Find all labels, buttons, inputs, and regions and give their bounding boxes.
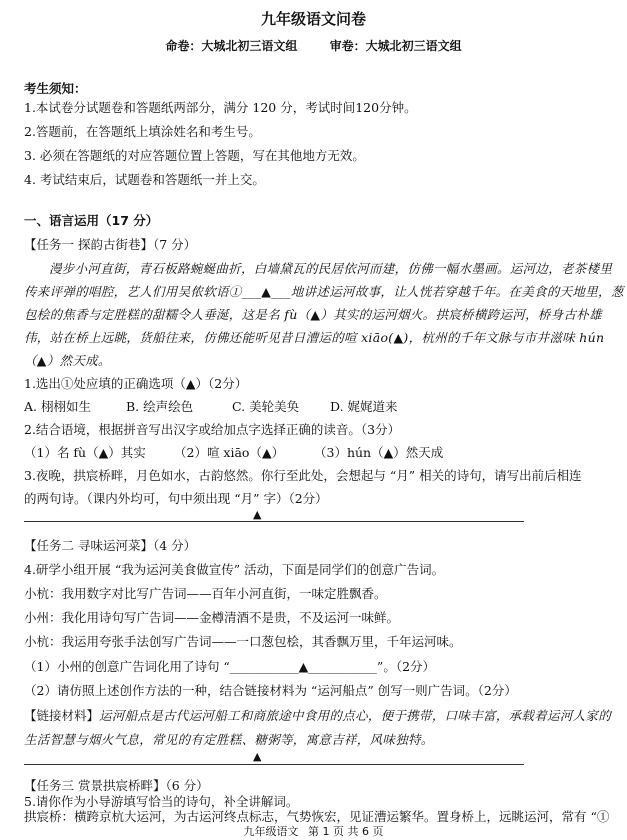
question-4-sub-1: （1）小州的创意广告词化用了诗句 “___________▲___________”。（2分）: [24, 659, 436, 674]
reviewer-text: 审卷：大城北初三语文组: [329, 39, 462, 53]
dialog-line-3: 小杭：我运用夸张手法创写广告词——一口葱包桧，其香飘万里，千年运河味。: [24, 634, 462, 649]
page-footer: [0, 825, 627, 839]
dialog-line-2: 小州：我化用诗句写广告词——金樽清酒不是贵，不及运河一味鲜。: [24, 610, 400, 625]
footer-subject: 九年级语文: [243, 825, 299, 838]
question-4: 4.研学小组开展 “我为运河美食做宣传” 活动，下面是同学们的创意广告词。: [24, 562, 445, 577]
notice-item-2: 2.答题前，在答题纸上填涂姓名和考生号。: [24, 124, 261, 139]
link-material-line-1: [24, 707, 614, 725]
q2-item-3: （3）hún（▲）然天成: [314, 445, 444, 460]
notice-item-4: 4. 考试结束后，试题卷和答题纸一并上交。: [24, 172, 265, 187]
task1-passage-line-2: 传来评弹的唱腔，艺人们用吴侬软语①___▲___地讲述运河故事，让人恍若穿越千年。在美食的天地里，葱: [24, 284, 624, 299]
task1-passage-line-1: 漫步小河直街，青石板路蜿蜒曲折，白墙黛瓦的民居依河而建，仿佛一幅水墨画。运河边，老茶楼里: [49, 261, 613, 276]
answer-line-2: [24, 764, 524, 765]
q2-item-1: （1）名 fù（▲）其实: [24, 445, 146, 460]
question-4-sub-2: （2）请仿照上述创作方法的一种，结合链接材料为 “运河船点” 创写一则广告词。（2分）: [24, 683, 517, 698]
question-3-line-1: 3.夜晚，拱宸桥畔，月色如水，古韵悠然。你行至此处，会想起与 “月” 相关的诗句，请写出前后相连: [24, 468, 582, 483]
task1-passage-line-3: 包桧的焦香与定胜糕的甜糯令人垂涎，这是名 fù（▲）其实的运河烟火。拱宸桥横跨运河，桥身古朴雄: [24, 307, 602, 322]
answer-mark-2: ▲: [253, 750, 262, 763]
option-c: C. 美轮美奂: [232, 399, 300, 414]
footer-page-number: 第 1 页 共 6 页: [308, 825, 384, 838]
link-label: 【链接材料】: [24, 708, 100, 723]
answer-line-1: [24, 521, 524, 522]
task3-heading: 【任务三 赏景拱宸桥畔】（6 分）: [24, 778, 209, 793]
dialog-line-1: 小杭：我用数字对比写广告词——百年小河直街，一味定胜飘香。: [24, 586, 387, 601]
question-2: 2.结合语境，根据拼音写出汉字或给加点字选择正确的读音。（3分）: [24, 422, 401, 437]
answer-mark-1: ▲: [253, 508, 262, 521]
section-heading: 一、语言运用（17 分）: [24, 213, 159, 228]
question-1-options: [24, 398, 614, 416]
link-text-1: 运河船点是古代运河船工和商旅途中食用的点心，便于携带，口味丰富，承载着运河人家的: [99, 708, 612, 723]
question-2-items: [24, 444, 614, 462]
notice-item-3: 3. 必须在答题纸的对应答题位置上答题，写在其他地方无效。: [24, 148, 365, 163]
page-title: 九年级语文问卷: [260, 10, 366, 28]
task1-heading: 【任务一 探韵古街巷】（7 分）: [24, 237, 197, 252]
notice-heading: 考生须知：: [24, 81, 87, 96]
question-3-line-2: 的两句诗。（课内外均可，句中须出现 “月” 字）（2分）: [24, 491, 328, 506]
authors-line: [0, 37, 627, 54]
task1-passage-line-4: 伟，站在桥上远眺，货船往来，仿佛还能听见昔日漕运的喧 xiāo(▲)，杭州的千年文脉与市井滋味 hún: [24, 330, 605, 345]
option-b: B. 绘声绘色: [126, 399, 194, 414]
question-5: 5.请你作为小导游填写恰当的诗句，补全讲解词。: [24, 794, 299, 809]
task2-heading: 【任务二 寻味运河菜】（4 分）: [24, 538, 197, 553]
question-1: 1.选出①处应填的正确选项（▲）（2分）: [24, 376, 248, 391]
notice-item-1: 1.本试卷分试题卷和答题纸两部分，满分 120 分，考试时间120分钟。: [24, 100, 417, 115]
q2-item-2: （2）喧 xiāo（▲）: [174, 445, 285, 460]
task3-passage: 拱宸桥：横跨京杭大运河，为古运河终点标志，气势恢宏，见证漕运繁华。置身桥上，远眺运河，常有 “①: [24, 809, 610, 824]
option-d: D. 娓娓道来: [330, 399, 398, 414]
option-a: A. 栩栩如生: [24, 399, 91, 414]
task1-passage-line-5: （▲）然天成。: [24, 353, 111, 368]
link-material-line-2: 生活智慧与烟火气息，常见的有定胜糕、糖粥等，寓意吉祥，风味独特。: [24, 732, 434, 747]
setter-text: 命卷：大城北初三语文组: [165, 39, 298, 53]
